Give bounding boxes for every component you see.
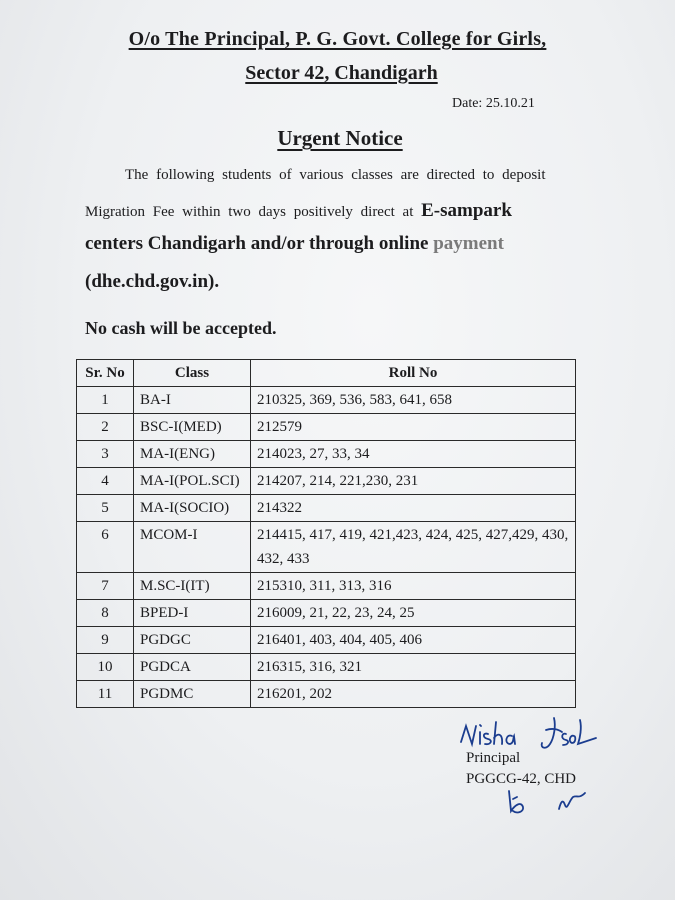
roll-no-cell: 216315, 316, 321 bbox=[251, 654, 576, 681]
initials-stroke bbox=[509, 791, 523, 812]
class-cell: PGDGC bbox=[134, 627, 251, 654]
table-row bbox=[77, 522, 576, 573]
table-row bbox=[77, 600, 576, 627]
roll-no-cell: 215310, 311, 313, 316 bbox=[251, 573, 576, 600]
institution-heading: O/o The Principal, P. G. Govt. College for Girls, bbox=[128, 28, 547, 50]
class-cell: BA-I bbox=[134, 387, 251, 414]
class-cell: MCOM-I bbox=[134, 522, 251, 573]
roll-no-cell: 216009, 21, 22, 23, 24, 25 bbox=[251, 600, 576, 627]
sr-no-cell: 3 bbox=[77, 441, 134, 468]
payment-url: (dhe.chd.gov.in) bbox=[85, 271, 215, 292]
roll-no-cell: 216201, 202 bbox=[251, 681, 576, 708]
e-sampark-text: E-sampark bbox=[421, 200, 512, 221]
table-row bbox=[77, 573, 576, 600]
roll-no-cell: 214415, 417, 419, 421,423, 424, 425, 427,429, 430, 432, 433 bbox=[251, 522, 576, 573]
notice-line-2: Migration Fee within two days positively direct at E-sampark bbox=[85, 200, 512, 221]
sr-no-cell: 10 bbox=[77, 654, 134, 681]
class-cell: MA-I(POL.SCI) bbox=[134, 468, 251, 495]
table-row bbox=[77, 627, 576, 654]
class-cell: MA-I(ENG) bbox=[134, 441, 251, 468]
location-heading: Sector 42, Chandigarh bbox=[245, 62, 438, 84]
table-row bbox=[77, 441, 576, 468]
sr-no-cell: 6 bbox=[77, 522, 134, 573]
notice-line-4: (dhe.chd.gov.in). bbox=[85, 271, 220, 292]
signature-stroke bbox=[542, 718, 596, 748]
roll-number-table bbox=[76, 359, 576, 708]
class-cell: BPED-I bbox=[134, 600, 251, 627]
class-cell: BSC-I(MED) bbox=[134, 414, 251, 441]
sr-no-cell: 7 bbox=[77, 573, 134, 600]
sr-no-cell: 8 bbox=[77, 600, 134, 627]
sr-no-cell: 2 bbox=[77, 414, 134, 441]
notice-line-1: The following students of various classes are directed to deposit bbox=[125, 167, 546, 183]
notice-date: Date: 25.10.21 bbox=[452, 96, 535, 111]
table-row bbox=[77, 681, 576, 708]
sr-no-cell: 4 bbox=[77, 468, 134, 495]
notice-title: Urgent Notice bbox=[277, 126, 403, 150]
table-row bbox=[77, 414, 576, 441]
sr-no-cell: 1 bbox=[77, 387, 134, 414]
notice-line-3: centers Chandigarh and/or through online payment bbox=[85, 233, 504, 254]
roll-no-cell: 216401, 403, 404, 405, 406 bbox=[251, 627, 576, 654]
header-sr-no: Sr. No bbox=[77, 360, 134, 387]
sr-no-cell: 5 bbox=[77, 495, 134, 522]
sr-no-cell: 9 bbox=[77, 627, 134, 654]
table-row bbox=[77, 654, 576, 681]
roll-no-cell: 214023, 27, 33, 34 bbox=[251, 441, 576, 468]
roll-no-cell: 214207, 214, 221,230, 231 bbox=[251, 468, 576, 495]
roll-no-cell: 212579 bbox=[251, 414, 576, 441]
table-header-row bbox=[77, 360, 576, 387]
roll-no-cell: 210325, 369, 536, 583, 641, 658 bbox=[251, 387, 576, 414]
no-cash-warning: No cash will be accepted. bbox=[85, 318, 277, 338]
signatory-title: Principal bbox=[466, 750, 521, 766]
table-row bbox=[77, 495, 576, 522]
signatory-office: PGGCG-42, CHD bbox=[466, 771, 577, 787]
table-row bbox=[77, 468, 576, 495]
header-class: Class bbox=[134, 360, 251, 387]
class-cell: MA-I(SOCIO) bbox=[134, 495, 251, 522]
sr-no-cell: 11 bbox=[77, 681, 134, 708]
header-roll-no: Roll No bbox=[251, 360, 576, 387]
class-cell: PGDMC bbox=[134, 681, 251, 708]
class-cell: M.SC-I(IT) bbox=[134, 573, 251, 600]
signature-stroke bbox=[461, 722, 515, 744]
class-cell: PGDCA bbox=[134, 654, 251, 681]
handwritten-initials bbox=[505, 787, 595, 817]
initials-stroke bbox=[559, 793, 585, 809]
roll-no-cell: 214322 bbox=[251, 495, 576, 522]
table-row bbox=[77, 387, 576, 414]
